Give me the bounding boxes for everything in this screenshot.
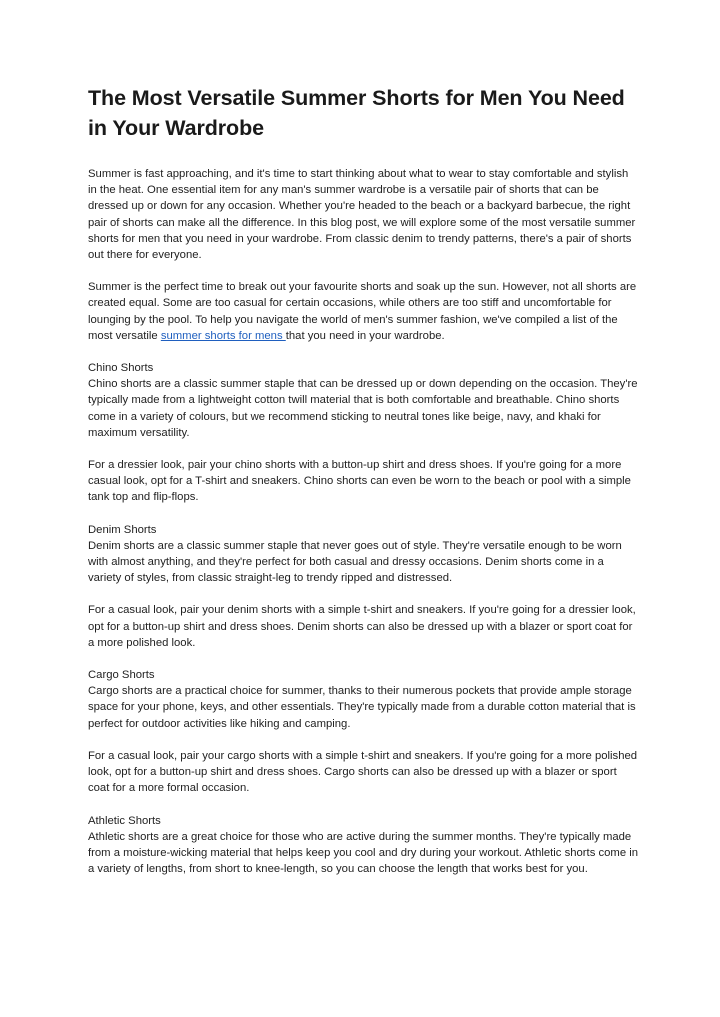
section-heading: Cargo Shorts: [88, 669, 155, 682]
section-body: Athletic shorts are a great choice for those who are active during the summer months. They're typically made from a moisture-wicking material that helps keep you cool and dry during your workout. Athletic shorts come in a variety of lengths, from short to knee-length, so you can choose the length that works best for you.: [88, 830, 639, 876]
section-denim-shorts: [88, 522, 640, 587]
section-body: Denim shorts are a classic summer staple that never goes out of style. They're versatile enough to be worn with almost anything, and they're perfect for both casual and dressy occasions. Denim shorts come in a variety of styles, from classic straight-leg to trendy ripped and distressed.: [88, 539, 622, 585]
section-body: Cargo shorts are a practical choice for summer, thanks to their numerous pockets that provide ample storage space for your phone, keys, and other essentials. They're typically made from a durable cotton material that is perfect for outdoor activities like hiking and camping.: [88, 685, 636, 730]
section-styling: For a casual look, pair your denim shorts with a simple t-shirt and sneakers. If you're going for a dressier look, opt for a button-up shirt and dress shoes. Denim shorts can also be dressed up with a blazer or sport coat for a more polished look.: [88, 604, 636, 649]
section-heading: Chino Shorts: [88, 362, 154, 375]
section-athletic-shorts: [88, 813, 640, 878]
section-heading: Athletic Shorts: [88, 814, 161, 827]
article-title: The Most Versatile Summer Shorts for Men You Need in Your Wardrobe: [88, 86, 625, 140]
intro-2-text-after-link: that you need in your wardrobe.: [285, 329, 445, 342]
section-styling: For a dressier look, pair your chino shorts with a button-up shirt and dress shoes. If you're going for a more casual look, opt for a T-shirt and sneakers. Chino shorts can even be worn to the beach or pool with a simple tank top and flip-flops.: [88, 459, 631, 504]
intro-paragraph-1: Summer is fast approaching, and it's time to start thinking about what to wear to stay comfortable and stylish in the heat. One essential item for any man's summer wardrobe is a versatile pair of shorts that can be dressed up or down for any occasion. Whether you're headed to the beach or a backyard barbecue, the right pair of shorts can make all the difference. In this blog post, we will explore some of the most versatile summer shorts for men that you need in your wardrobe. From classic denim to trendy patterns, there's a pair of shorts out there for everyone.: [88, 168, 636, 262]
intro-2-text-before-link: Summer is the perfect time to break out your favourite shorts and soak up the sun. However, not all shorts are created equal. Some are too casual for certain occasions, while others are too stiff and uncomfortable for lounging by the pool. To help you navigate the world of men's summer fashion, we've compiled a list of the most versatile: [88, 281, 637, 342]
document-page: [88, 83, 640, 893]
section-chino-shorts: [88, 360, 640, 441]
section-heading: Denim Shorts: [88, 523, 157, 536]
section-body: Chino shorts are a classic summer staple that can be dressed up or down depending on the occasion. They're typically made from a lightweight cotton twill material that is both comfortable and breathable. Chino shorts come in a variety of colours, but we recommend sticking to neutral tones like beige, navy, and khaki for maximum versatility.: [88, 378, 638, 439]
section-styling: For a casual look, pair your cargo shorts with a simple t-shirt and sneakers. If you're going for a more polished look, opt for a button-up shirt and dress shoes. Cargo shorts can also be dressed up with a blazer or sport coat for a more formal occasion.: [88, 749, 638, 795]
intro-paragraph-2: [88, 279, 640, 344]
section-cargo-shorts: [88, 667, 640, 732]
summer-shorts-link[interactable]: summer shorts for mens: [160, 329, 286, 342]
